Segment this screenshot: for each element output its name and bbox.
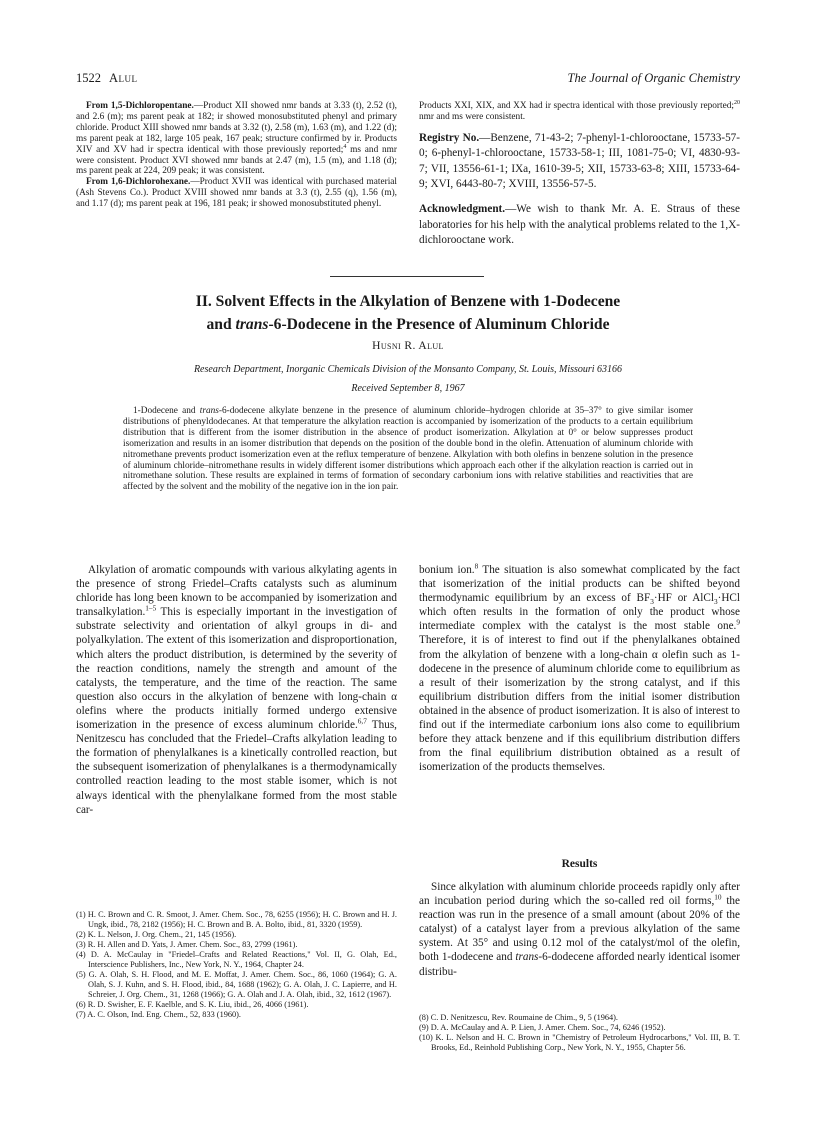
body-right-column	[419, 563, 740, 774]
acknowledgment: Acknowledgment.—We wish to thank Mr. A. E. Straus of these laboratories for his help with the analytical problems related to the 1,X-dichlorooctane work.	[419, 203, 740, 247]
article-title: II. Solvent Effects in the Alkylation of Benzene with 1-Dodecene and trans-6-Dodecene in the Presence of Aluminum Chloride	[195, 293, 621, 333]
paragraph-dichlorohexane: From 1,6-Dichlorohexane.—Product XVII was identical with purchased material (Ash Stevens Co.). Product XVIII showed nmr bands at 3.3 (t), 2.55 (q), 1.56 (m), and 1.17 (d); ms parent peak at 196, 181 peak; ir showed monosubstituted phenyl.	[76, 177, 398, 210]
footnotes-right	[419, 1013, 740, 1053]
right-top-column	[419, 101, 740, 249]
page-number: 1522	[76, 71, 101, 85]
footnote: (4) D. A. McCaulay in "Friedel–Crafts and Related Reactions," Vol. II, G. Olah, Ed., Interscience Publishers, Inc., New York, N. Y., 1964, Chapter 24.	[76, 950, 397, 969]
footnote: (3) R. H. Allen and D. Yats, J. Amer. Chem. Soc., 83, 2799 (1961).	[76, 940, 298, 949]
body-left-column	[76, 563, 397, 817]
paragraph-products: Products XXI, XIX, and XX had ir spectra identical with those previously reported;$^{20}$ nmr and ms were consistent.	[419, 99, 740, 122]
journal-name: The Journal of Organic Chemistry	[567, 71, 740, 85]
results-heading: Results	[561, 858, 598, 870]
footnote: (9) D. A. McCaulay and A. P. Lien, J. Amer. Chem. Soc., 74, 6246 (1952).	[419, 1023, 666, 1032]
footnote: (8) C. D. Nenitzescu, Rev. Roumaine de Chim., 9, 5 (1964).	[419, 1013, 619, 1022]
author-affiliation: Research Department, Inorganic Chemicals Division of the Monsanto Company, St. Louis, Missouri 63166	[193, 364, 623, 375]
registry-numbers: Registry No.—Benzene, 71-43-2; 7-phenyl-1-chlorooctane, 15733-57-0; 6-phenyl-1-chlorooctane, 15733-58-1; III, 1081-75-0; VI, 4830-93-7; VII, 13556-61-1; IXa, 1610-39-5; XII, 15733-63-8; XIII, 15733-64-9; XVI, 6443-80-7; XVIII, 13556-57-5.	[419, 131, 740, 191]
footnote: (10) K. L. Nelson and H. C. Brown in "Chemistry of Petroleum Hydrocarbons," Vol. III, B. T. Brooks, Ed., Reinhold Publishing Corp., New York, N. Y., 1955, Chapter 56.	[419, 1033, 740, 1052]
section-divider	[330, 276, 484, 277]
running-head	[76, 71, 740, 87]
running-head-left	[76, 71, 138, 86]
received-date: Received September 8, 1967	[351, 383, 465, 394]
results-paragraph: Since alkylation with aluminum chloride proceeds rapidly only after an incubation period during which the so-called red oil forms,$^{10}$ the reaction was run in the presence of a small amount (about 20% of the catalyst) of a catalyst layer from a previous alkylation of the same system. At 35° and using 0.12 mol of the catalyst/mol of the olefin, both 1-dodecene and trans-6-dodecene afforded nearly identical isomer distribu-	[419, 881, 740, 978]
abstract: 1-Dodecene and trans-6-dodecene alkylate benzene in the presence of aluminum chloride–hydrogen chloride at 35–37° to give similar isomer distributions of phenyldodecanes. At that temperature the alkylation reaction is accompanied by isomerization of the products to a certain equilibrium distribution that is different from the isomer distribution in the absence of product isomerization. Alkylation at 0° or below suppresses product isomerization and results in an isomer distribution that depends on the position of the double bond in the olefin. Attenuation of aluminum chloride with nitromethane prevents product isomerization even at the reflux temperature of benzene. Alkylation with both olefins in benzene solution in the presence of aluminum chloride–nitromethane results in widely different isomer distributions which approach each other if the alkylation reaction is carried out in nitromethane solution. These results are explained in terms of formation of secondary carbonium ions with relative stabilities and reactivities that are affected by the solvent and the mobility of the negative ion in the ion pair.	[123, 406, 693, 493]
article-author: Husni R. Alul	[372, 340, 444, 352]
running-head-author: Alul	[109, 71, 138, 85]
experimental-continuation	[76, 101, 397, 210]
footnote: (5) G. A. Olah, S. H. Flood, and M. E. Moffat, J. Amer. Chem. Soc., 86, 1060 (1964); G. A. Olah, S. J. Kuhn, and S. H. Flood, ibid., 84, 1688 (1962); G. A. Olah, J. C. Lapierre, and H. Schreier, J. Org. Chem., 31, 1268 (1966); G. A. Olah and J. A. Olah, ibid., 32, 1612 (1967).	[76, 970, 397, 999]
footnote: (2) K. L. Nelson, J. Org. Chem., 21, 145 (1956).	[76, 930, 237, 939]
footnote: (1) H. C. Brown and C. R. Smoot, J. Amer. Chem. Soc., 78, 6255 (1956); H. C. Brown and H. J. Ungk, ibid., 78, 2182 (1956); H. C. Brown and B. A. Bolto, ibid., 81, 3320 (1959).	[76, 910, 397, 929]
footnotes-left	[76, 910, 397, 1020]
paragraph-dichloropentane: From 1,5-Dichloropentane.—Product XII showed nmr bands at 3.33 (t), 2.52 (t), and 2.6 (m); ms parent peak at 182; ir showed monosubstituted phenyl and primary chloride. Product XIII showed nmr bands at 3.32 (t), 2.58 (m), 1.63 (m), and 1.22 (d); ms parent peak at 182, large 105 peak, 167 peak; structure confirmed by ir. Products XIV and XV had ir spectra identical with those previously reported;$^4$ ms and nmr were consistent. Product XVI showed nmr bands at 2.47 (m), 1.5 (m), and 1.18 (d); ms parent peak at 224, 209 peak; it was consistent.	[76, 101, 398, 177]
intro-continuation: bonium ion.$^8$ The situation is also somewhat complicated by the fact that isomerization of the initial products can be shifted beyond thermodynamic equilibrium by an excess of $BF_3\cdot HF$ or AlCl$_3$·HCl which often results in the formation of only the product whose intermediate complex with the catalyst is the most stable one.$^9$ Therefore, it is of interest to find out if the phenylalkanes obtained from the alkylation of benzene with a long-chain α olefin such as 1-dodecene in the presence of aluminum chloride come to equilibrium as a result of their isomerization by the strong catalyst, and if this equilibrium distribution differs from the initial isomer distribution obtained in the absence of product isomerization. It is also of interest to find out if the intermediate carbonium ions also come to equilibrium before they attack benzene and if this equilibrium distribution differs from the final equilibrium distribution obtained as a result of isomerization of the products themselves.	[419, 562, 741, 774]
footnote: (7) A. C. Olson, Ind. Eng. Chem., 52, 833 (1960).	[76, 1010, 242, 1019]
footnote: (6) R. D. Swisher, E. F. Kaelble, and S. K. Liu, ibid., 26, 4066 (1961).	[76, 1000, 309, 1009]
intro-paragraph: Alkylation of aromatic compounds with various alkylating agents in the presence of strong Friedel–Crafts catalysts such as aluminum chloride has long been known to be accompanied by isomerization and transalkylation.$^{1-5}$ This is especially important in the investigation of substrate selectivity and orientation of alkyl groups in di- and polyalkylation. The extent of this isomerization and disproportionation, which alters the product distribution, is determined by the severity of the reaction conditions, namely the strength and amount of the catalysts, the temperature, and the time of the reaction. The same question also occurs in the alkylation of benzene with long-chain α olefins where the products initially formed undergo extensive isomerization in the presence of excess aluminum chloride.$^{6,7}$ Thus, Nenitzescu has concluded that the Friedel–Crafts alkylation leading to the formation of phenylalkanes is a kinetically controlled reaction, but the subsequent isomerization of phenylalkanes is a thermodynamically controlled reaction leading to the most stable isomer, which is not always identical with the phenylalkane formed from the most stable car-	[76, 564, 397, 816]
